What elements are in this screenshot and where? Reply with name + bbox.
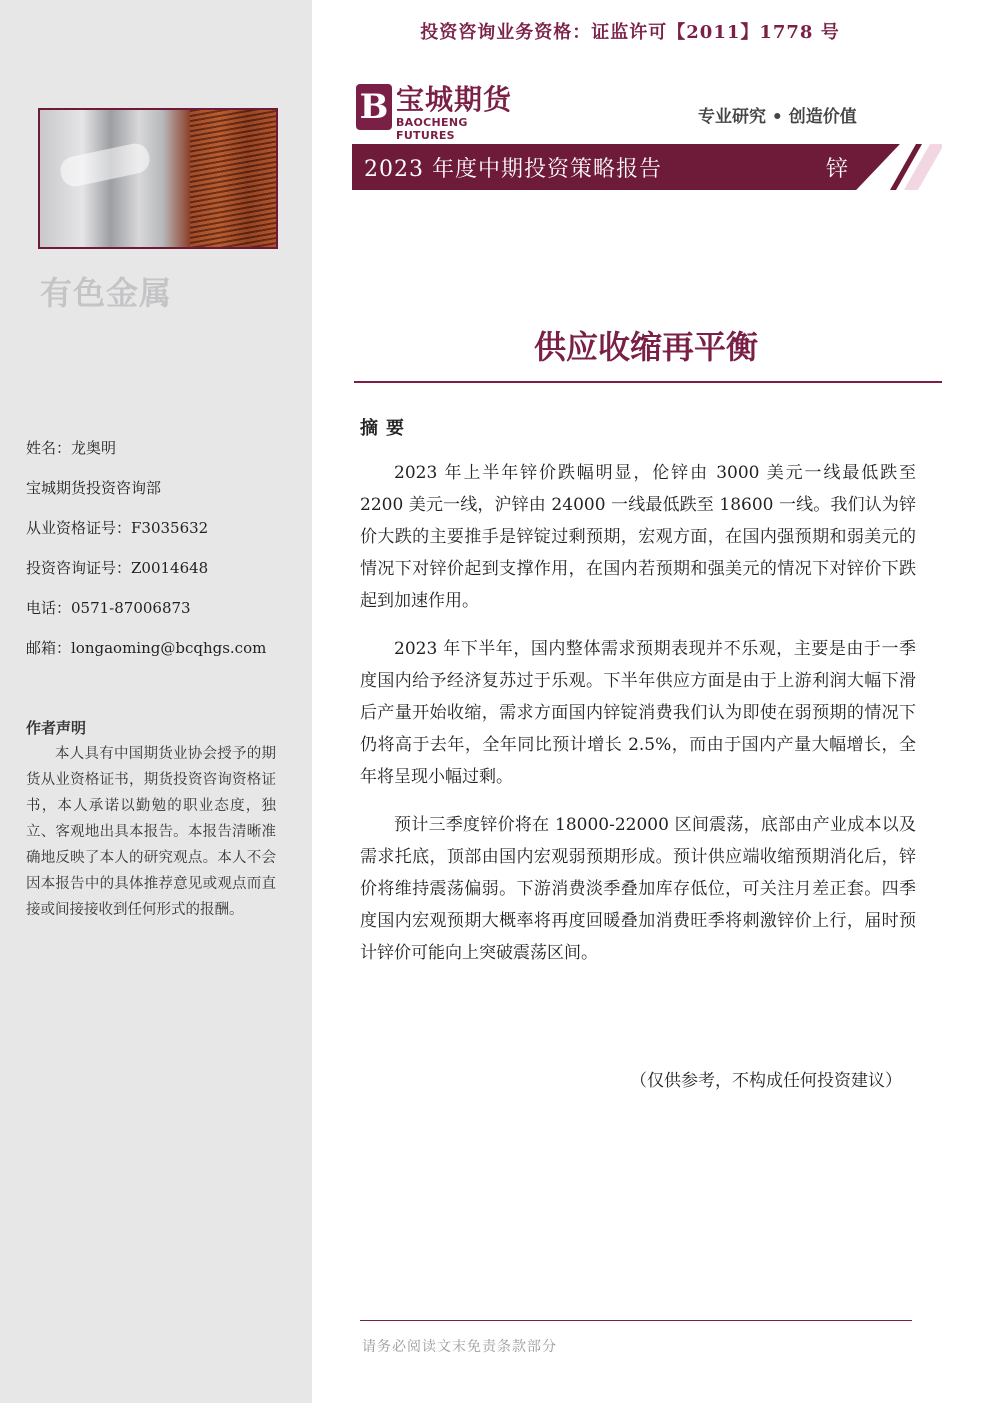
abstract-paragraph-3: 预计三季度锌价将在 18000-22000 区间震荡，底部由产业成本以及需求托底，顶部由国内宏观弱预期形成。预计供应端收缩预期消化后，锌价将维持震荡偏弱。下游消费淡季叠加库存低位，可关注月差正套。四季度国内宏观预期大概率将再度回暖叠加消费旺季将刺激锌价上行，届时预计锌价可能向上突破震荡区间。 xyxy=(360,815,916,963)
consulting-number: 投资咨询证号：Z0014648 xyxy=(26,559,209,577)
phone: 电话：0571-87006873 xyxy=(26,599,191,617)
photo-copper-coil xyxy=(190,110,278,249)
qualification-number: 从业资格证号：F3035632 xyxy=(26,519,209,537)
logo-chinese-name: 宝城期货 xyxy=(396,83,513,116)
banner-stripes-icon xyxy=(860,144,942,190)
report-title: 2023 年度中期投资策略报告 xyxy=(364,157,662,182)
reference-note: （仅供参考，不构成任何投资建议） xyxy=(630,1071,902,1091)
analyst-name: 姓名：龙奥明 xyxy=(26,439,117,457)
sector-label: 有色金属 xyxy=(40,274,173,312)
email[interactable]: 邮箱：longaoming@bcqhgs.com xyxy=(26,639,267,657)
author-statement-body: 本人具有中国期货业协会授予的期货从业资格证书，期货投资咨询资格证书，本人承诺以勤勉的职业态度，独立、客观地出具本报告。本报告清晰准确地反映了本人的研究观点。本人不会因本报告中的具体推荐意见或观点而直接或间接接收到任何形式的报酬。 xyxy=(26,746,276,918)
logo-english-name: BAOCHENG FUTURES xyxy=(396,116,468,142)
author-statement-title: 作者声明 xyxy=(26,719,87,737)
sidebar xyxy=(0,0,312,1403)
department: 宝城期货投资咨询部 xyxy=(26,479,162,497)
company-logo xyxy=(356,83,526,142)
cover-photo xyxy=(38,108,278,249)
photo-metal-roll xyxy=(58,141,152,189)
license-line: 投资咨询业务资格：证监许可【2011】1778 号 xyxy=(420,22,840,43)
commodity-label: 锌 xyxy=(826,157,849,182)
footer-divider xyxy=(360,1320,912,1321)
abstract-paragraph-1: 2023 年上半年锌价跌幅明显，伦锌由 3000 美元一线最低跌至 2200 美元一线，沪锌由 24000 一线最低跌至 18600 一线。我们认为锌价大跌的主要推手是锌锭过剩预期，宏观方面，在国内强预期和弱美元的情况下对锌价起到支撑作用，在国内若预期和强美元的情况下对锌价下跌起到加速作用。 xyxy=(360,463,916,611)
title-divider xyxy=(354,381,942,383)
abstract-paragraph-2: 2023 年下半年，国内整体需求预期表现并不乐观，主要是由于一季度国内给予经济复苏过于乐观。下半年供应方面是由于上游利润大幅下滑后产量开始收缩，需求方面国内锌锭消费我们认为即使在弱预期的情况下仍将高于去年，全年同比预计增长 2.5%，而由于国内产量大幅增长，全年将呈现小幅过剩。 xyxy=(360,639,916,787)
logo-mark-icon: B xyxy=(356,84,392,130)
footer-disclaimer: 请务必阅读文末免责条款部分 xyxy=(362,1339,557,1355)
abstract-heading: 摘要 xyxy=(360,418,412,439)
slogan: 专业研究 • 创造价值 xyxy=(698,107,857,127)
main-title: 供应收缩再平衡 xyxy=(533,328,758,366)
